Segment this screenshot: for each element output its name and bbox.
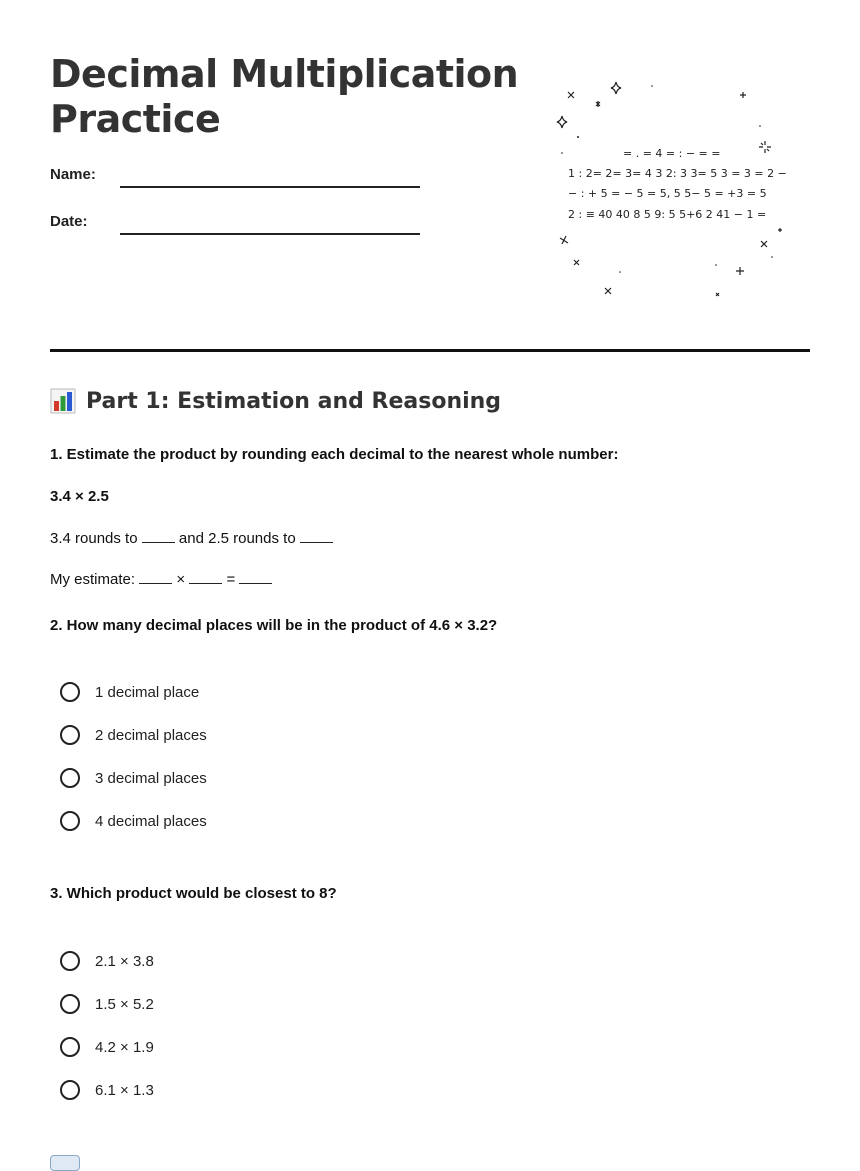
radio-button[interactable] — [60, 1037, 80, 1057]
q1-round-b-blank[interactable] — [300, 530, 333, 543]
radio-button[interactable] — [60, 682, 80, 702]
q1-rounding-line — [50, 530, 333, 547]
q3-option[interactable] — [60, 1080, 154, 1100]
deco-row-3: − : + 5 = − 5 = 5, 5 5− 5 = +3 = 5 — [568, 187, 767, 200]
q2-option-label: 2 decimal places — [95, 726, 207, 744]
q1-round-b-label: and 2.5 rounds to — [178, 530, 296, 547]
worksheet-title — [50, 52, 518, 142]
q1-factor-b-blank[interactable] — [189, 571, 222, 584]
q2-option[interactable] — [60, 811, 207, 831]
q1-estimate-line — [50, 571, 272, 588]
q2-option[interactable] — [60, 725, 207, 745]
q1-expression: 3.4 × 2.5 — [50, 488, 109, 505]
deco-row-1: = . = 4 = : − = = — [623, 147, 721, 160]
next-section-icon — [50, 1155, 80, 1171]
q3-option[interactable] — [60, 951, 154, 971]
decorative-math-graphic — [550, 75, 800, 305]
title-line-2: Practice — [50, 97, 221, 141]
radio-button[interactable] — [60, 811, 80, 831]
q3-option-label: 2.1 × 3.8 — [95, 952, 154, 970]
name-label: Name: — [50, 166, 96, 183]
radio-button[interactable] — [60, 725, 80, 745]
q1-estimate-label: My estimate: — [50, 571, 136, 588]
radio-button[interactable] — [60, 994, 80, 1014]
title-line-1: Decimal Multiplication — [50, 52, 519, 96]
q3-option[interactable] — [60, 994, 154, 1014]
q3-option-label: 1.5 × 5.2 — [95, 995, 154, 1013]
name-field[interactable] — [120, 186, 420, 188]
date-field[interactable] — [120, 233, 420, 235]
radio-button[interactable] — [60, 1080, 80, 1100]
q1-prompt: 1. Estimate the product by rounding each decimal to the nearest whole number: — [50, 446, 619, 463]
q3-option-label: 6.1 × 1.3 — [95, 1081, 154, 1099]
q2-option[interactable] — [60, 682, 199, 702]
part1-header — [50, 388, 501, 414]
radio-button[interactable] — [60, 768, 80, 788]
q1-equals-sign: = — [226, 571, 236, 588]
deco-row-2: 1 : 2= 2= 3= 4 3 2: 3 3= 5 3 = 3 = 2 − — [568, 167, 787, 180]
q1-round-a-blank[interactable] — [142, 530, 175, 543]
q3-prompt: 3. Which product would be closest to 8? — [50, 885, 337, 902]
q3-option[interactable] — [60, 1037, 154, 1057]
q1-times-sign: × — [176, 571, 186, 588]
section-divider — [50, 349, 810, 352]
q2-prompt: 2. How many decimal places will be in the product of 4.6 × 3.2? — [50, 617, 498, 634]
q2-option-label: 4 decimal places — [95, 812, 207, 830]
bar-chart-icon — [50, 388, 76, 414]
part1-heading: Part 1: Estimation and Reasoning — [86, 388, 502, 414]
q1-product-blank[interactable] — [239, 571, 272, 584]
q1-factor-a-blank[interactable] — [139, 571, 172, 584]
q1-round-a-label: 3.4 rounds to — [50, 530, 138, 547]
date-label: Date: — [50, 213, 88, 230]
q2-option-label: 1 decimal place — [95, 683, 200, 701]
q3-option-label: 4.2 × 1.9 — [95, 1038, 154, 1056]
deco-row-4: 2 : ≡ 40 40 8 5 9: 5 5+6 2 41 − 1 = — [568, 208, 767, 221]
q2-option[interactable] — [60, 768, 207, 788]
q2-option-label: 3 decimal places — [95, 769, 207, 787]
radio-button[interactable] — [60, 951, 80, 971]
